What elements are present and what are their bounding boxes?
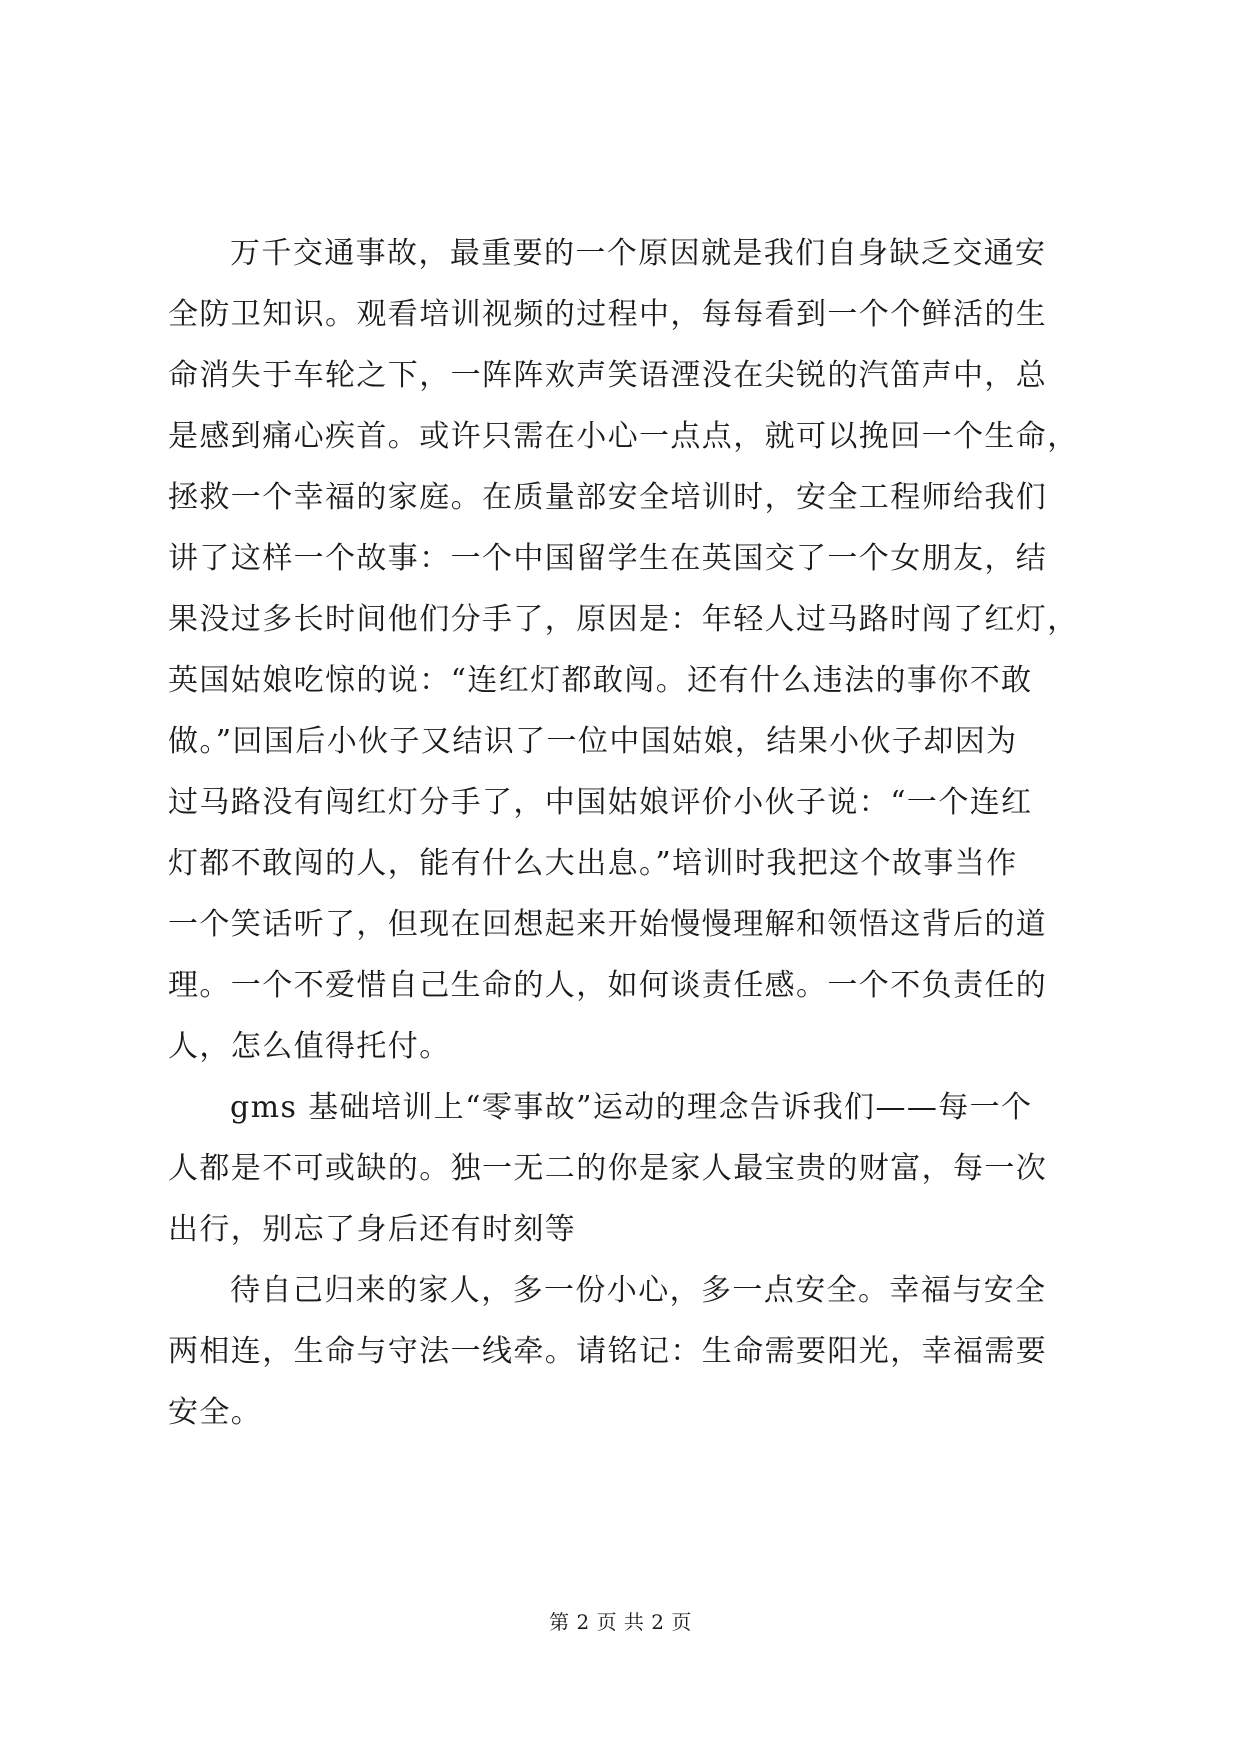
text-line: 全防卫知识。观看培训视频的过程中，每每看到一个个鲜活的生 bbox=[168, 297, 1048, 332]
text-line: 过马路没有闯红灯分手了，中国姑娘评价小伙子说：“一个连红 bbox=[168, 785, 1033, 820]
text-line: 理。一个不爱惜自己生命的人，如何谈责任感。一个不负责任的 bbox=[168, 968, 1048, 1003]
text-line: 是感到痛心疾首。或许只需在小心一点点，就可以挽回一个生命， bbox=[168, 419, 1079, 454]
text-line: 待自己归来的家人，多一份小心，多一点安全。幸福与安全 bbox=[230, 1273, 1047, 1308]
text-line: 做。”回国后小伙子又结识了一位中国姑娘，结果小伙子却因为 bbox=[168, 724, 1018, 759]
text-line: 灯都不敢闯的人，能有什么大出息。”培训时我把这个故事当作 bbox=[168, 846, 1018, 881]
text-line: 出行，别忘了身后还有时刻等 bbox=[168, 1212, 577, 1247]
text-line: 一个笑话听了，但现在回想起来开始慢慢理解和领悟这背后的道 bbox=[168, 907, 1048, 942]
text-line: 两相连，生命与守法一线牵。请铭记：生命需要阳光，幸福需要 bbox=[168, 1334, 1048, 1369]
text-line: 人，怎么值得托付。 bbox=[168, 1029, 451, 1064]
text-line: 讲了这样一个故事：一个中国留学生在英国交了一个女朋友，结 bbox=[168, 541, 1048, 576]
text-line: 安全。 bbox=[168, 1395, 263, 1430]
body-text bbox=[168, 223, 1080, 1443]
text-line: 人都是不可或缺的。独一无二的你是家人最宝贵的财富，每一次 bbox=[168, 1151, 1048, 1186]
text-line: gms 基础培训上“零事故”运动的理念告诉我们——每一个 bbox=[230, 1090, 1033, 1125]
text-line: 拯救一个幸福的家庭。在质量部安全培训时，安全工程师给我们 bbox=[168, 480, 1048, 515]
text-line: 果没过多长时间他们分手了，原因是：年轻人过马路时闯了红灯， bbox=[168, 602, 1079, 637]
page-number-footer: 第 2 页 共 2 页 bbox=[549, 1610, 692, 1634]
text-line: 命消失于车轮之下，一阵阵欢声笑语湮没在尖锐的汽笛声中，总 bbox=[168, 358, 1048, 393]
text-line: 英国姑娘吃惊的说：“连红灯都敢闯。还有什么违法的事你不敢 bbox=[168, 663, 1033, 698]
text-line: 万千交通事故，最重要的一个原因就是我们自身缺乏交通安 bbox=[230, 236, 1047, 271]
